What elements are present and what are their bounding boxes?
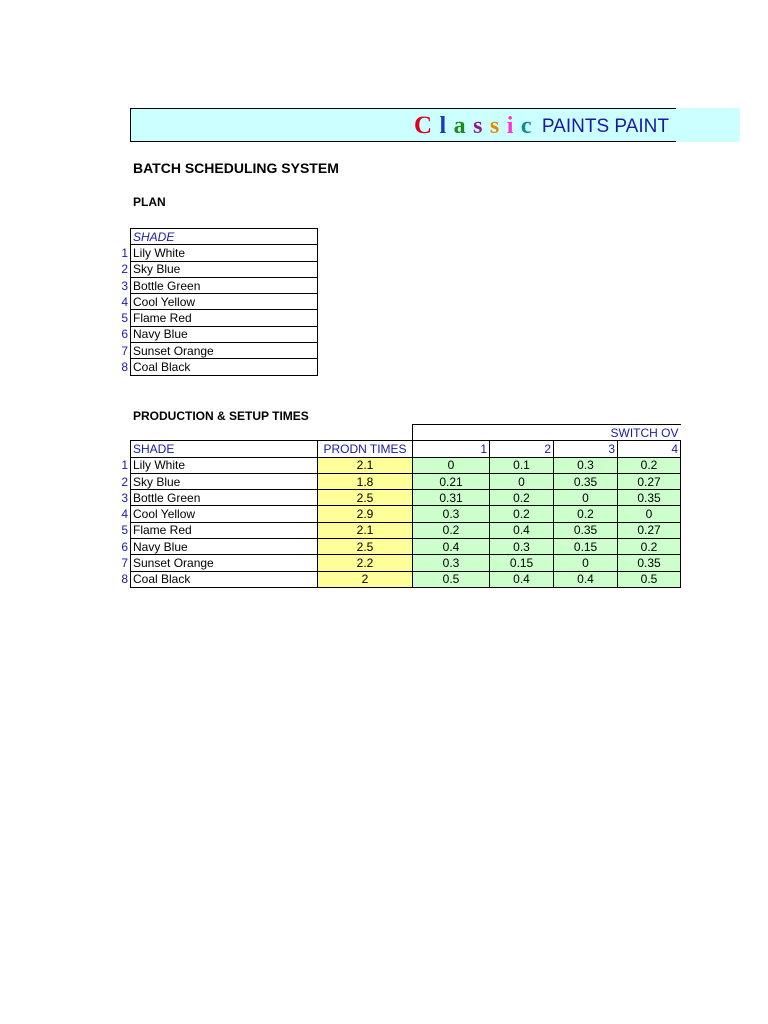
switch-over-cell[interactable]: 0.4 (490, 571, 554, 587)
row-number: 3 (121, 278, 128, 293)
switch-over-label[interactable]: SWITCH OV (413, 425, 681, 441)
prod-shade-cell[interactable]: Sky Blue (131, 473, 318, 489)
row-number: 8 (121, 572, 128, 587)
plan-row (131, 245, 318, 261)
switch-over-cell[interactable]: 0.15 (554, 539, 618, 555)
switch-over-cell[interactable]: 0.5 (618, 571, 681, 587)
switch-over-cell[interactable]: 0.3 (554, 457, 618, 473)
row-number: 2 (121, 262, 128, 277)
title-letter: s (473, 113, 483, 139)
title-letter: c (520, 113, 532, 139)
switch-header-row (131, 425, 681, 441)
plan-shade-cell[interactable]: Lily White (131, 245, 318, 261)
plan-row (131, 343, 318, 359)
switch-over-cell[interactable]: 0.3 (413, 506, 490, 522)
page-heading: BATCH SCHEDULING SYSTEM (133, 160, 339, 176)
switch-over-cell[interactable]: 0.3 (413, 555, 490, 571)
row-number: 6 (121, 327, 128, 342)
blank-cell (131, 425, 413, 441)
plan-header-row (131, 229, 318, 245)
row-number: 1 (121, 245, 128, 260)
prodn-time-cell[interactable]: 2.5 (318, 490, 413, 506)
title-rest: PAINTS PAINT (541, 116, 669, 137)
prod-shade-cell[interactable]: Sunset Orange (131, 555, 318, 571)
switch-over-cell[interactable]: 0.21 (413, 473, 490, 489)
plan-shade-cell[interactable]: Sunset Orange (131, 343, 318, 359)
row-number: 4 (121, 294, 128, 309)
switch-over-cell[interactable]: 0.2 (554, 506, 618, 522)
switch-over-cell[interactable]: 0.3 (490, 539, 554, 555)
plan-row (131, 310, 318, 326)
switch-over-cell[interactable]: 0.5 (413, 571, 490, 587)
production-row (131, 522, 681, 538)
plan-shade-cell[interactable]: Navy Blue (131, 326, 318, 342)
row-number: 8 (121, 360, 128, 375)
switch-over-cell[interactable]: 0 (618, 506, 681, 522)
plan-row (131, 359, 318, 375)
switch-over-cell[interactable]: 0.4 (490, 522, 554, 538)
production-row (131, 555, 681, 571)
switch-col-header[interactable]: 4 (618, 441, 681, 457)
plan-row (131, 294, 318, 310)
row-number: 7 (121, 556, 128, 571)
row-number: 4 (121, 507, 128, 522)
row-number: 5 (121, 311, 128, 326)
plan-label: PLAN (133, 195, 166, 209)
prodn-time-cell[interactable]: 2.1 (318, 457, 413, 473)
plan-shade-cell[interactable]: Sky Blue (131, 261, 318, 277)
production-table (130, 424, 681, 588)
production-row (131, 457, 681, 473)
switch-over-cell[interactable]: 0.27 (618, 522, 681, 538)
plan-shade-cell[interactable]: Coal Black (131, 359, 318, 375)
switch-col-header[interactable]: 3 (554, 441, 618, 457)
plan-table (130, 228, 318, 376)
switch-over-cell[interactable]: 0.2 (618, 457, 681, 473)
production-header-row (131, 441, 681, 457)
production-row (131, 539, 681, 555)
prod-shade-cell[interactable]: Lily White (131, 457, 318, 473)
plan-row (131, 261, 318, 277)
prodn-time-cell[interactable]: 2.5 (318, 539, 413, 555)
switch-col-header[interactable]: 2 (490, 441, 554, 457)
switch-over-cell[interactable]: 0.2 (490, 506, 554, 522)
switch-over-cell[interactable]: 0.35 (618, 490, 681, 506)
switch-over-cell[interactable]: 0.31 (413, 490, 490, 506)
prodn-time-cell[interactable]: 2 (318, 571, 413, 587)
prodn-time-cell[interactable]: 2.9 (318, 506, 413, 522)
title-letter: a (453, 113, 466, 139)
switch-over-cell[interactable]: 0.2 (490, 490, 554, 506)
switch-over-cell[interactable]: 0.4 (554, 571, 618, 587)
plan-header-shade[interactable]: SHADE (131, 229, 318, 245)
prod-shade-cell[interactable]: Navy Blue (131, 539, 318, 555)
prod-header-shade[interactable]: SHADE (131, 441, 318, 457)
plan-shade-cell[interactable]: Bottle Green (131, 277, 318, 293)
row-number: 3 (121, 490, 128, 505)
switch-over-cell[interactable]: 0.4 (413, 539, 490, 555)
row-number: 6 (121, 539, 128, 554)
production-label: PRODUCTION & SETUP TIMES (133, 409, 309, 423)
switch-over-cell[interactable]: 0.35 (554, 473, 618, 489)
prod-shade-cell[interactable]: Flame Red (131, 522, 318, 538)
plan-row (131, 326, 318, 342)
title-letter: i (506, 113, 514, 139)
plan-row (131, 277, 318, 293)
switch-over-cell[interactable]: 0 (554, 555, 618, 571)
title-banner-extension (676, 108, 740, 142)
row-number: 7 (121, 343, 128, 358)
title-letter: s (489, 113, 500, 139)
switch-over-cell[interactable]: 0.35 (554, 522, 618, 538)
title-letter: l (439, 113, 447, 139)
prodn-time-cell[interactable]: 1.8 (318, 473, 413, 489)
prodn-time-cell[interactable]: 2.2 (318, 555, 413, 571)
plan-shade-cell[interactable]: Cool Yellow (131, 294, 318, 310)
row-number: 5 (121, 523, 128, 538)
production-row (131, 506, 681, 522)
switch-over-cell[interactable]: 0.15 (490, 555, 554, 571)
prod-shade-cell[interactable]: Coal Black (131, 571, 318, 587)
prod-header-prodn-times[interactable]: PRODN TIMES (318, 441, 413, 457)
production-row (131, 571, 681, 587)
switch-col-header[interactable]: 1 (413, 441, 490, 457)
switch-over-cell[interactable]: 0.2 (413, 522, 490, 538)
switch-over-cell[interactable]: 0 (490, 473, 554, 489)
switch-over-cell[interactable]: 0.1 (490, 457, 554, 473)
switch-over-cell[interactable]: 0 (413, 457, 490, 473)
switch-over-cell[interactable]: 0.35 (618, 555, 681, 571)
switch-over-cell[interactable]: 0.27 (618, 473, 681, 489)
row-number: 2 (121, 474, 128, 489)
switch-over-cell[interactable]: 0.2 (618, 539, 681, 555)
prodn-time-cell[interactable]: 2.1 (318, 522, 413, 538)
title-letter: C (414, 112, 433, 139)
row-number: 1 (121, 458, 128, 473)
plan-shade-cell[interactable]: Flame Red (131, 310, 318, 326)
production-row (131, 473, 681, 489)
prod-shade-cell[interactable]: Cool Yellow (131, 506, 318, 522)
company-title (414, 112, 669, 140)
production-row (131, 490, 681, 506)
prod-shade-cell[interactable]: Bottle Green (131, 490, 318, 506)
switch-over-cell[interactable]: 0 (554, 490, 618, 506)
